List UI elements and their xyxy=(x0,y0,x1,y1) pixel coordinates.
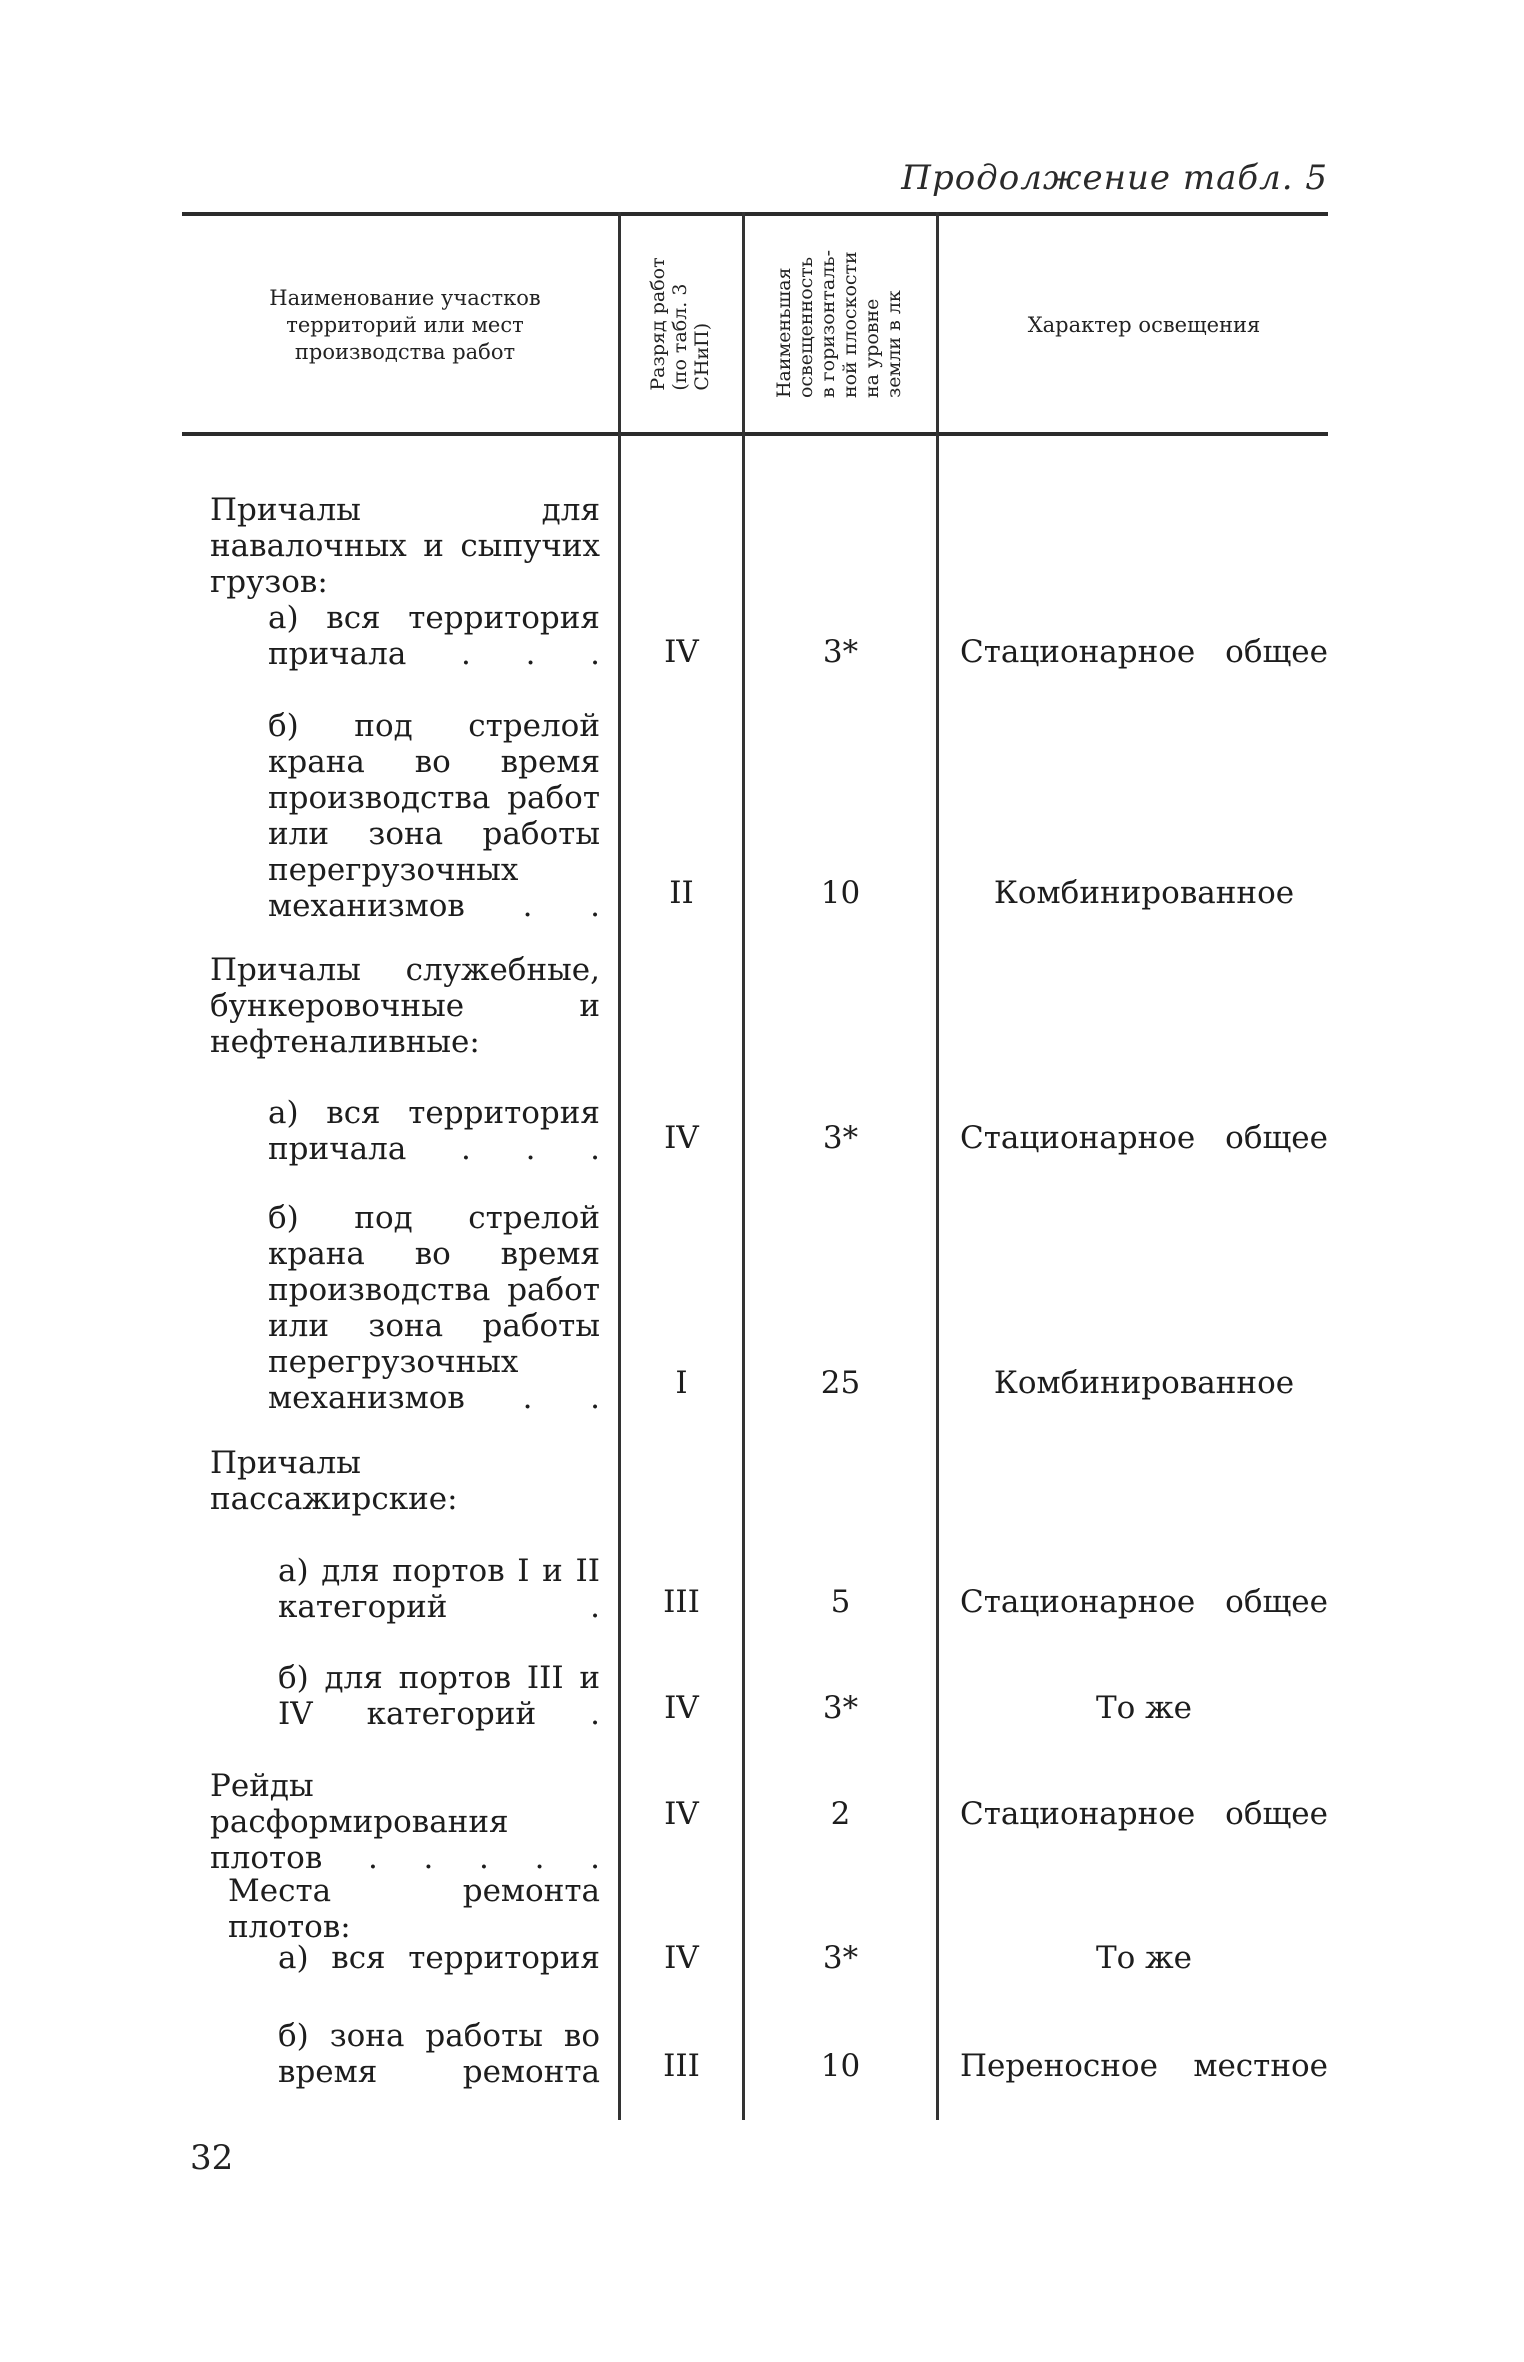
table-row-name: а) для портов I и II категорий . xyxy=(278,1553,600,1625)
table-top-rule xyxy=(182,212,1328,216)
table-row-grade: III xyxy=(663,2048,700,2084)
table-row-name: а) вся территория причала . . . xyxy=(268,600,600,672)
table-row-lux: 25 xyxy=(820,1365,861,1401)
header-col-name: Наименование участков территорий или мест производства работ xyxy=(269,286,541,364)
header-bottom-rule xyxy=(182,432,1328,436)
header-col-grade: Разряд работ (по табл. 3 СНиП) xyxy=(647,257,713,391)
table-row-type: Стационарное общее xyxy=(960,1584,1328,1620)
table-row-type: Стационарное общее xyxy=(960,634,1328,670)
table-row-type: То же xyxy=(1095,1690,1193,1726)
group-label: Причалы пассажирские: xyxy=(210,1445,458,1517)
table-row-lux: 10 xyxy=(820,875,861,911)
header-col-type: Характер освещения xyxy=(1027,313,1261,337)
page-number: 32 xyxy=(190,2138,234,2178)
table-row-name: а) вся территория xyxy=(278,1940,600,1976)
table-row-lux: 3* xyxy=(822,1120,859,1156)
column-divider-2 xyxy=(742,212,745,2120)
group-label: Места ремонта плотов: xyxy=(228,1873,600,1945)
table-row-type: То же xyxy=(1095,1940,1193,1976)
table-row-grade: IV xyxy=(664,1796,699,1832)
table-row-type: Стационарное общее xyxy=(960,1120,1328,1156)
table-row-lux: 3* xyxy=(822,1690,859,1726)
table-row-name: б) зона работы во время ремонта xyxy=(278,2018,600,2090)
table-row-lux: 10 xyxy=(820,2048,861,2084)
table-row-type: Комбинированное xyxy=(993,1365,1295,1401)
table-row-name: б) для портов III и IV категорий . xyxy=(278,1660,600,1732)
table-row-grade: I xyxy=(675,1365,688,1401)
table-row-grade: IV xyxy=(664,1940,699,1976)
header-col-lux: Наименьшая освещенность в горизонталь- ной плоскости на уровне земли в лк xyxy=(773,249,905,399)
table-row-name: а) вся территория причала . . . xyxy=(268,1095,600,1167)
table-row-grade: II xyxy=(669,875,694,911)
table-row-type: Переносное местное xyxy=(960,2048,1328,2084)
group-label: Причалы для навалочных и сыпучих грузов: xyxy=(210,492,600,600)
table-row-lux: 5 xyxy=(830,1584,851,1620)
table-row-grade: IV xyxy=(664,634,699,670)
table-row-type: Стационарное общее xyxy=(960,1796,1328,1832)
table-row-name: б) под стрелой крана во время производства работ или зона работы перегрузочных механизмов . . xyxy=(268,1200,600,1416)
table-row-type: Комбинированное xyxy=(993,875,1295,911)
table-row-lux: 2 xyxy=(830,1796,851,1832)
column-divider-3 xyxy=(936,212,939,2120)
group-label: Причалы служебные, бункеровочные и нефтеналивные: xyxy=(210,952,600,1060)
table-row-grade: IV xyxy=(664,1690,699,1726)
column-divider-1 xyxy=(618,212,621,2120)
table-row-lux: 3* xyxy=(822,1940,859,1976)
continuation-caption: Продолжение табл. 5 xyxy=(901,158,1328,198)
table-row-grade: IV xyxy=(664,1120,699,1156)
table-row-grade: III xyxy=(663,1584,700,1620)
table-row-lux: 3* xyxy=(822,634,859,670)
table-row-name: Рейды расформирования плотов . . . . . xyxy=(210,1768,600,1876)
table-row-name: б) под стрелой крана во время производства работ или зона работы перегрузочных механизмов . . xyxy=(268,708,600,924)
